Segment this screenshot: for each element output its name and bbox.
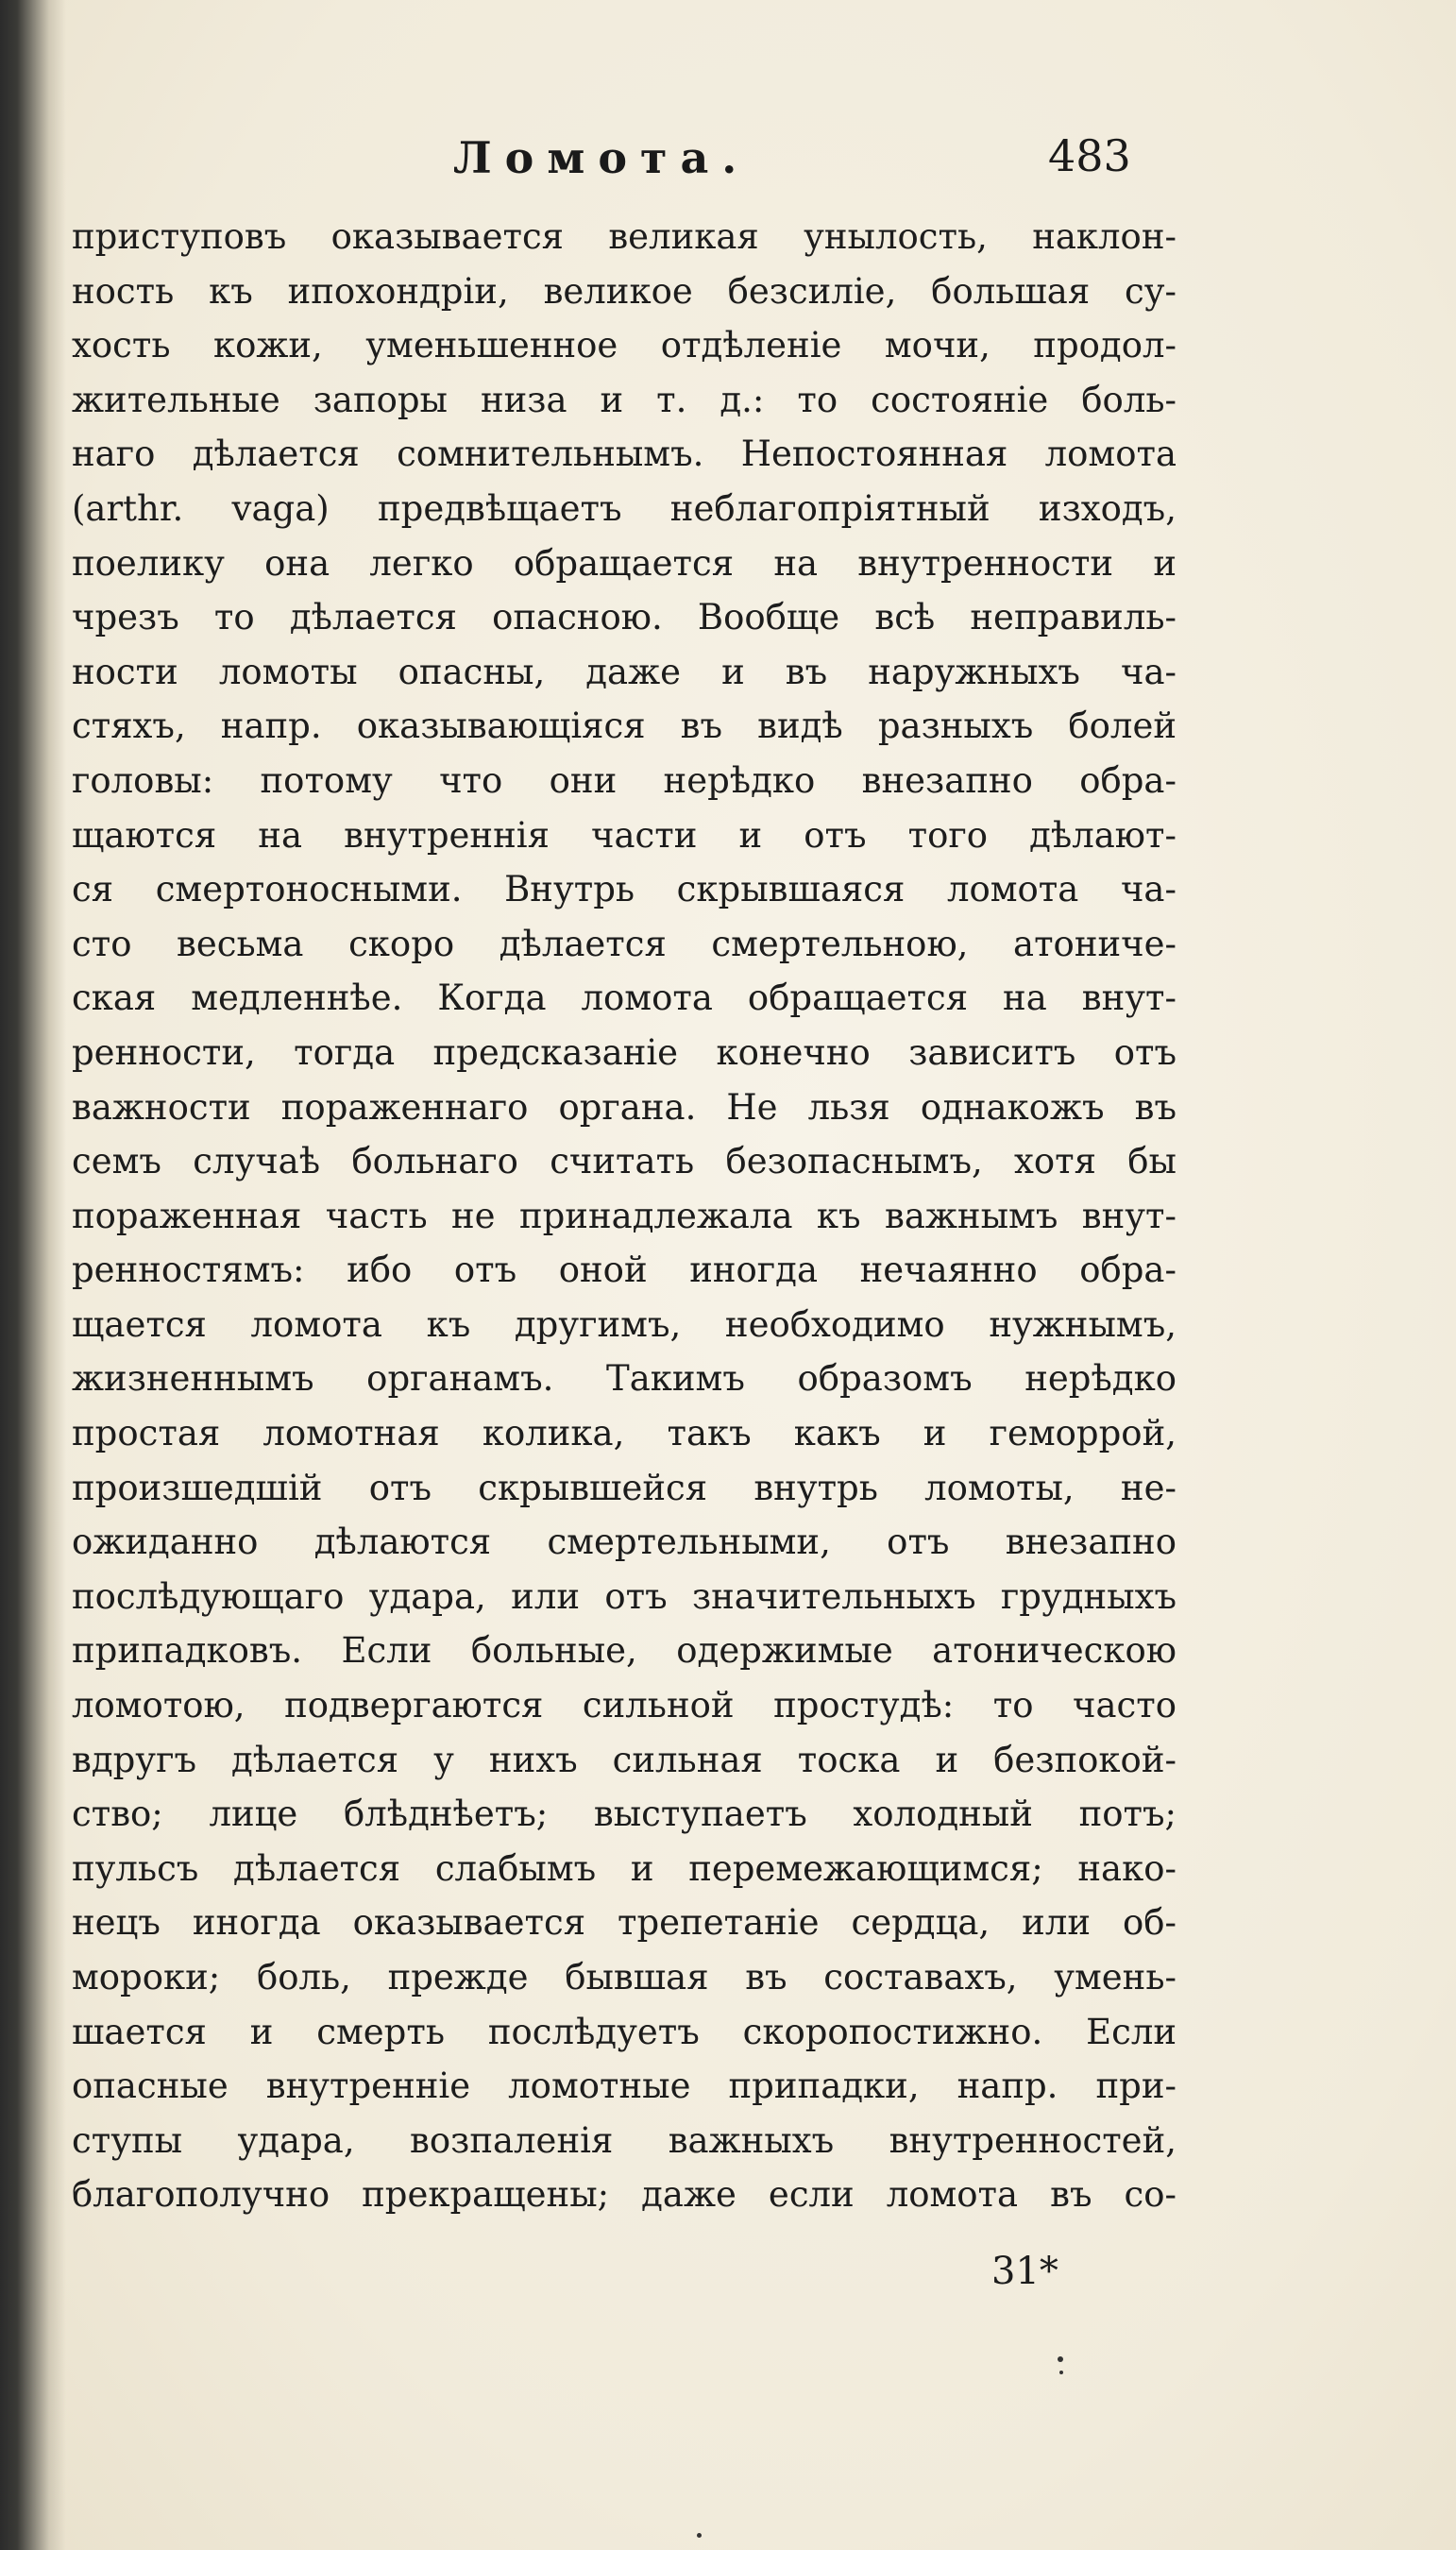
text-line: щаются на внутреннія части и отъ того дѣлают- bbox=[72, 814, 1177, 856]
text-line: мороки; боль, прежде бывшая въ составахъ, умень- bbox=[72, 1957, 1177, 1998]
text-line: чрезъ то дѣлается опасною. Вообще всѣ неправиль- bbox=[72, 597, 1177, 638]
text-line: щается ломота къ другимъ, необходимо нужнымъ, bbox=[72, 1303, 1177, 1345]
text-line: сто весьма скоро дѣлается смертельною, атониче- bbox=[72, 923, 1177, 964]
text-line: поелику она легко обращается на внутренности и bbox=[72, 542, 1177, 584]
text-line: ломотою, подвергаются сильной простудѣ: то часто bbox=[72, 1685, 1177, 1726]
text-line: ренности, тогда предсказаніе конечно зависитъ отъ bbox=[72, 1031, 1177, 1073]
text-line: ность къ ипохондріи, великое безсиліе, большая су- bbox=[72, 270, 1177, 312]
signature-mark: 31* bbox=[991, 2250, 1058, 2293]
page-number: 483 bbox=[1048, 130, 1131, 181]
text-line: пораженная часть не принадлежала къ важнымъ внут- bbox=[72, 1195, 1177, 1236]
ink-speck bbox=[1059, 2371, 1063, 2374]
body-text bbox=[72, 210, 1177, 2222]
text-line: ство; лице блѣднѣетъ; выступаетъ холодный потъ; bbox=[72, 1794, 1177, 1835]
text-line: жительные запоры низа и т. д.: то состояніе боль- bbox=[72, 379, 1177, 420]
text-line: пульсъ дѣлается слабымъ и перемежающимся; нако- bbox=[72, 1847, 1177, 1889]
text-line: стяхъ, напр. оказывающіяся въ видѣ разныхъ болей bbox=[72, 706, 1177, 747]
text-line: ожиданно дѣлаются смертельными, отъ внезапно bbox=[72, 1522, 1177, 1563]
text-line: благополучно прекращены; даже если ломота въ со- bbox=[72, 2174, 1177, 2216]
text-line: вдругъ дѣлается у нихъ сильная тоска и безпокой- bbox=[72, 1739, 1177, 1780]
text-line: семъ случаѣ больнаго считать безопаснымъ, хотя бы bbox=[72, 1141, 1177, 1182]
text-line: ступы удара, возпаленія важныхъ внутренностей, bbox=[72, 2119, 1177, 2161]
running-title: Ломота. bbox=[453, 132, 751, 183]
text-line: (arthr. vaga) предвѣщаетъ неблагопріятный изходъ, bbox=[72, 487, 1177, 529]
text-line: наго дѣлается сомнительнымъ. Непостоянная ломота bbox=[72, 434, 1177, 475]
page-header bbox=[0, 132, 1456, 198]
text-line: произшедшій отъ скрывшейся внутрь ломоты, не- bbox=[72, 1467, 1177, 1508]
text-line: простая ломотная колика, такъ какъ и геморрой, bbox=[72, 1413, 1177, 1454]
text-line: опасные внутренніе ломотные припадки, напр. при- bbox=[72, 2066, 1177, 2107]
text-line: важности пораженнаго органа. Не льзя однакожъ въ bbox=[72, 1086, 1177, 1128]
text-line: ская медленнѣе. Когда ломота обращается на внут- bbox=[72, 978, 1177, 1019]
text-line: хость кожи, уменьшенное отдѣленіе мочи, продол- bbox=[72, 325, 1177, 366]
text-line: головы: потому что они нерѣдко внезапно обра- bbox=[72, 759, 1177, 801]
text-line: приступовъ оказывается великая унылость, наклон- bbox=[72, 216, 1177, 257]
text-line: жизненнымъ органамъ. Такимъ образомъ нерѣдко bbox=[72, 1358, 1177, 1400]
text-line: шается и смерть послѣдуетъ скоропостижно. Если bbox=[72, 2011, 1177, 2052]
text-line: ности ломоты опасны, даже и въ наружныхъ ча- bbox=[72, 651, 1177, 692]
ink-speck bbox=[697, 2533, 702, 2538]
text-line: послѣдующаго удара, или отъ значительныхъ грудныхъ bbox=[72, 1575, 1177, 1617]
text-line: припадковъ. Если больные, одержимые атоническою bbox=[72, 1630, 1177, 1672]
ink-speck bbox=[1058, 2356, 1063, 2362]
binding-gutter-shadow bbox=[0, 0, 66, 2550]
text-line: ся смертоносными. Внутрь скрывшаяся ломота ча- bbox=[72, 869, 1177, 910]
text-line: ренностямъ: ибо отъ оной иногда нечаянно обра- bbox=[72, 1250, 1177, 1291]
text-line: нецъ иногда оказывается трепетаніе сердца, или об- bbox=[72, 1902, 1177, 1944]
